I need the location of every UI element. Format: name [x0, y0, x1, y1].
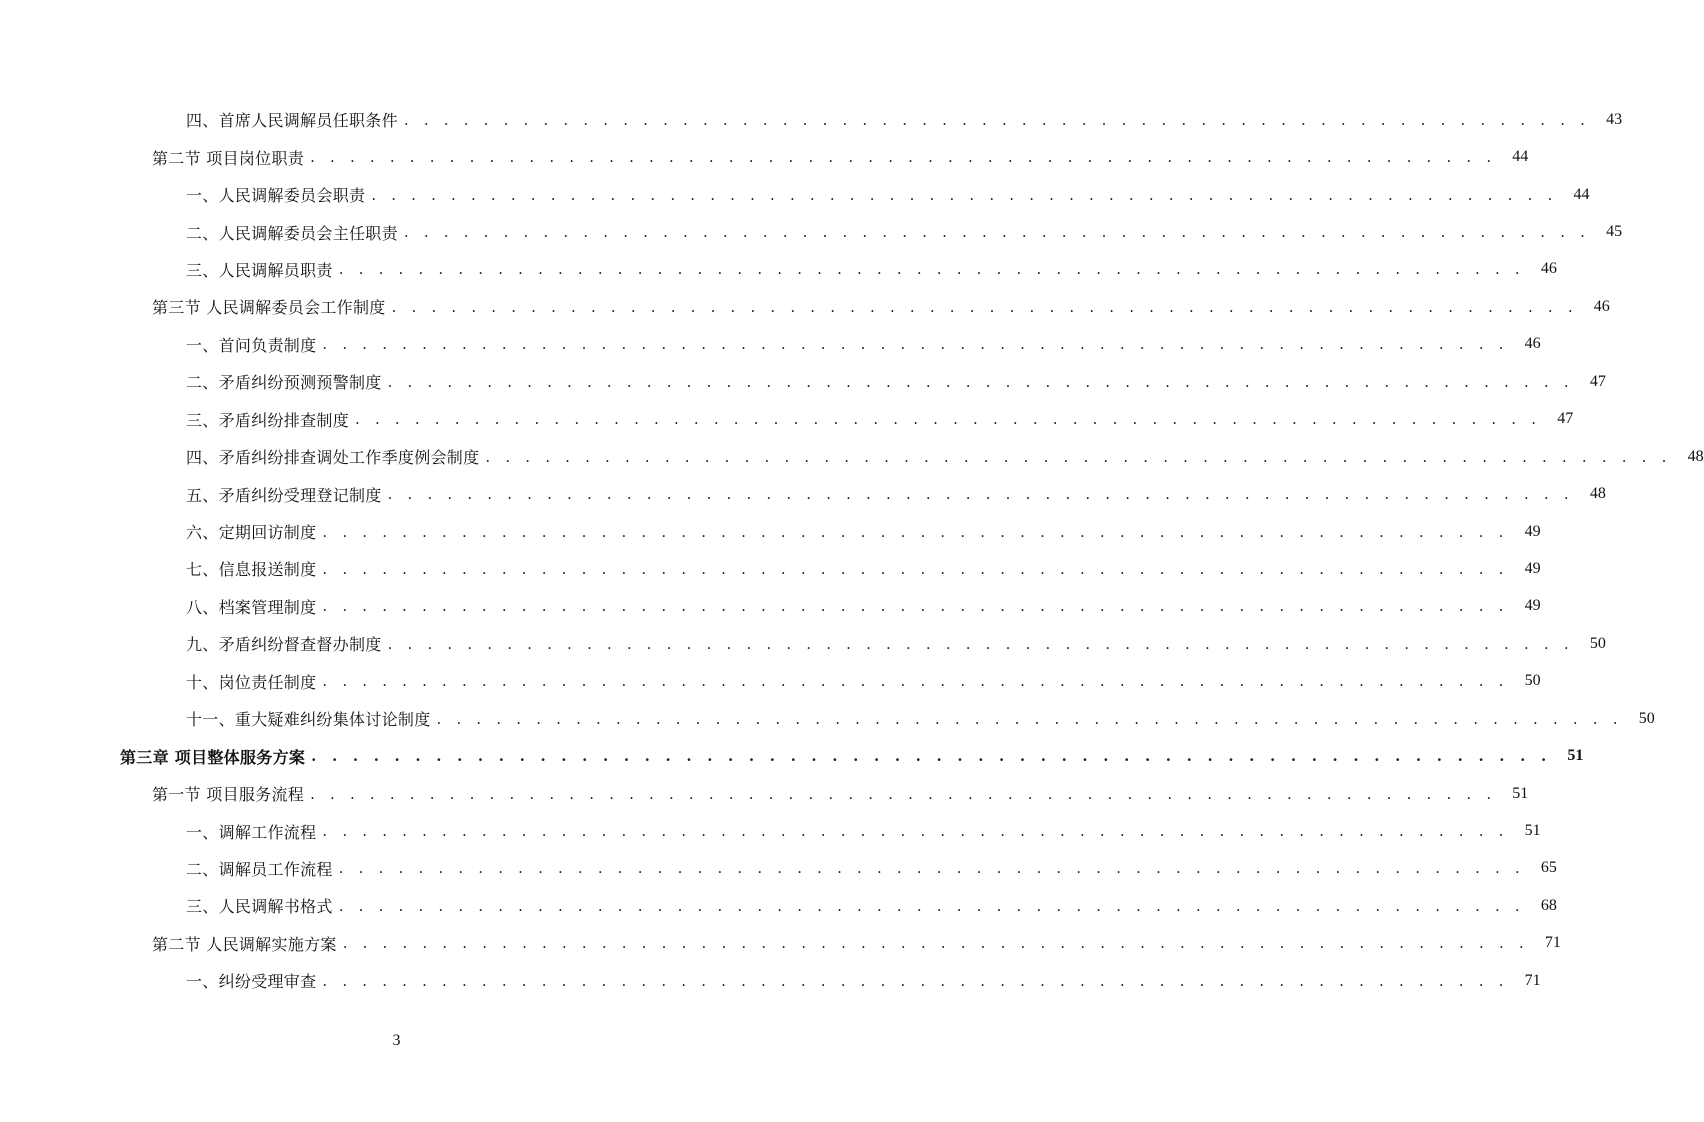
toc-dot-leader: . . . . . . . . . . . . . . . . . . . . . . . . . . . . . . . . . . . . . . . . . . . . . . . . . . . . . . . . . . . . — [387, 634, 1574, 653]
toc-entry-label: 第三节 人民调解委员会工作制度 — [152, 298, 386, 318]
page-number: 3 — [392, 1032, 401, 1049]
toc-entry-page: 48 — [1589, 485, 1606, 503]
toc-entry-label: 一、纠纷受理审查 — [186, 972, 317, 992]
toc-entry-label: 八、档案管理制度 — [186, 597, 317, 617]
toc-entry-page: 46 — [1540, 260, 1557, 278]
toc-entry-page: 46 — [1593, 297, 1610, 315]
toc-entry-label: 九、矛盾纠纷督查督办制度 — [186, 635, 382, 655]
toc-entry-label: 七、信息报送制度 — [186, 560, 317, 580]
toc-entry[interactable] — [0, 812, 1541, 849]
toc-dot-leader: . . . . . . . . . . . . . . . . . . . . . . . . . . . . . . . . . . . . . . . . . . . . . . . . . . . . . . . . . . . . — [322, 522, 1509, 541]
toc-entry-page: 68 — [1540, 896, 1557, 914]
toc-entry[interactable] — [0, 700, 1655, 737]
toc-entry-page: 45 — [1606, 223, 1623, 241]
toc-entry-page: 51 — [1567, 747, 1584, 765]
toc-entry-page: 50 — [1524, 672, 1541, 690]
toc-entry-page: 48 — [1687, 447, 1704, 465]
toc-entry-label: 一、调解工作流程 — [186, 822, 317, 842]
toc-entry-page: 44 — [1573, 185, 1590, 203]
toc-entry[interactable] — [0, 737, 1584, 774]
toc-dot-leader: . . . . . . . . . . . . . . . . . . . . . . . . . . . . . . . . . . . . . . . . . . . . . . . . . . . . . . . . . . . . — [338, 859, 1525, 878]
toc-entry-label: 三、矛盾纠纷排查制度 — [186, 410, 350, 430]
toc-entry-label: 十、岗位责任制度 — [186, 672, 317, 692]
toc-entry-page: 51 — [1524, 822, 1541, 840]
toc-dot-leader: . . . . . . . . . . . . . . . . . . . . . . . . . . . . . . . . . . . . . . . . . . . . . . . . . . . . . . . . . . . . — [387, 372, 1574, 391]
toc-dot-leader: . . . . . . . . . . . . . . . . . . . . . . . . . . . . . . . . . . . . . . . . . . . . . . . . . . . . . . . . . . . . — [310, 148, 1497, 167]
toc-dot-leader: . . . . . . . . . . . . . . . . . . . . . . . . . . . . . . . . . . . . . . . . . . . . . . . . . . . . . . . . . . . . — [387, 485, 1574, 504]
toc-dot-leader: . . . . . . . . . . . . . . . . . . . . . . . . . . . . . . . . . . . . . . . . . . . . . . . . . . . . . . . . . . . . — [311, 747, 1552, 766]
toc-dot-leader: . . . . . . . . . . . . . . . . . . . . . . . . . . . . . . . . . . . . . . . . . . . . . . . . . . . . . . . . . . . . — [338, 260, 1525, 279]
toc-entry-page: 46 — [1524, 335, 1541, 353]
toc-entry-label: 第二节 人民调解实施方案 — [152, 934, 337, 954]
toc-dot-leader: . . . . . . . . . . . . . . . . . . . . . . . . . . . . . . . . . . . . . . . . . . . . . . . . . . . . . . . . . . . . — [371, 185, 1558, 204]
toc-entry-label: 二、矛盾纠纷预测预警制度 — [186, 373, 382, 393]
toc-entry[interactable] — [0, 588, 1541, 625]
toc-entry[interactable] — [0, 625, 1606, 662]
toc-entry[interactable] — [0, 251, 1557, 288]
toc-dot-leader: . . . . . . . . . . . . . . . . . . . . . . . . . . . . . . . . . . . . . . . . . . . . . . . . . . . . . . . . . . . . — [322, 822, 1509, 841]
toc-entry-page: 44 — [1512, 148, 1529, 166]
toc-entry[interactable] — [0, 288, 1610, 325]
toc-entry[interactable] — [0, 475, 1606, 512]
toc-entry-label: 十一、重大疑难纠纷集体讨论制度 — [186, 710, 431, 730]
toc-entry-page: 49 — [1524, 559, 1541, 577]
table-of-contents — [0, 101, 1704, 1000]
toc-dot-leader: . . . . . . . . . . . . . . . . . . . . . . . . . . . . . . . . . . . . . . . . . . . . . . . . . . . . . . . . . . . . — [342, 934, 1529, 953]
toc-entry-label: 四、首席人民调解员任职条件 — [186, 111, 398, 131]
toc-dot-leader: . . . . . . . . . . . . . . . . . . . . . . . . . . . . . . . . . . . . . . . . . . . . . . . . . . . . . . . . . . . . — [391, 297, 1578, 316]
toc-entry-label: 三、人民调解员职责 — [186, 260, 333, 280]
toc-entry[interactable] — [0, 887, 1557, 924]
toc-entry[interactable] — [0, 363, 1606, 400]
toc-entry-label: 二、调解员工作流程 — [186, 859, 333, 879]
toc-entry[interactable] — [0, 326, 1541, 363]
toc-dot-leader: . . . . . . . . . . . . . . . . . . . . . . . . . . . . . . . . . . . . . . . . . . . . . . . . . . . . . . . . . . . . — [338, 896, 1525, 915]
toc-entry-label: 五、矛盾纠纷受理登记制度 — [186, 485, 382, 505]
toc-entry-label: 第二节 项目岗位职责 — [152, 148, 305, 168]
toc-entry-page: 43 — [1606, 110, 1623, 128]
toc-entry-page: 71 — [1524, 971, 1541, 989]
toc-entry[interactable] — [0, 962, 1541, 999]
toc-entry[interactable] — [0, 438, 1704, 475]
toc-entry-page: 51 — [1512, 784, 1529, 802]
toc-entry-page: 65 — [1540, 859, 1557, 877]
toc-entry-label: 三、人民调解书格式 — [186, 897, 333, 917]
toc-dot-leader: . . . . . . . . . . . . . . . . . . . . . . . . . . . . . . . . . . . . . . . . . . . . . . . . . . . . . . . . . . . . — [485, 447, 1672, 466]
toc-entry[interactable] — [0, 176, 1590, 213]
toc-entry-label: 六、定期回访制度 — [186, 523, 317, 543]
toc-dot-leader: . . . . . . . . . . . . . . . . . . . . . . . . . . . . . . . . . . . . . . . . . . . . . . . . . . . . . . . . . . . . — [322, 335, 1509, 354]
toc-entry-label: 一、首问负责制度 — [186, 335, 317, 355]
toc-entry-page: 47 — [1557, 410, 1574, 428]
toc-dot-leader: . . . . . . . . . . . . . . . . . . . . . . . . . . . . . . . . . . . . . . . . . . . . . . . . . . . . . . . . . . . . — [403, 110, 1591, 129]
toc-entry-page: 50 — [1589, 634, 1606, 652]
toc-entry[interactable] — [0, 101, 1623, 138]
toc-entry[interactable] — [0, 513, 1541, 550]
toc-dot-leader: . . . . . . . . . . . . . . . . . . . . . . . . . . . . . . . . . . . . . . . . . . . . . . . . . . . . . . . . . . . . — [322, 597, 1509, 616]
toc-dot-leader: . . . . . . . . . . . . . . . . . . . . . . . . . . . . . . . . . . . . . . . . . . . . . . . . . . . . . . . . . . . . — [403, 223, 1591, 242]
toc-entry-label: 一、人民调解委员会职责 — [186, 186, 366, 206]
toc-dot-leader: . . . . . . . . . . . . . . . . . . . . . . . . . . . . . . . . . . . . . . . . . . . . . . . . . . . . . . . . . . . . — [436, 709, 1623, 728]
toc-entry[interactable] — [0, 850, 1557, 887]
toc-entry-page: 50 — [1638, 709, 1655, 727]
toc-dot-leader: . . . . . . . . . . . . . . . . . . . . . . . . . . . . . . . . . . . . . . . . . . . . . . . . . . . . . . . . . . . . — [322, 559, 1509, 578]
toc-dot-leader: . . . . . . . . . . . . . . . . . . . . . . . . . . . . . . . . . . . . . . . . . . . . . . . . . . . . . . . . . . . . — [355, 410, 1542, 429]
toc-entry-label: 二、人民调解委员会主任职责 — [186, 223, 398, 243]
toc-entry-page: 47 — [1589, 372, 1606, 390]
toc-entry[interactable] — [0, 401, 1574, 438]
toc-dot-leader: . . . . . . . . . . . . . . . . . . . . . . . . . . . . . . . . . . . . . . . . . . . . . . . . . . . . . . . . . . . . — [322, 672, 1509, 691]
toc-entry[interactable] — [0, 550, 1541, 587]
toc-entry[interactable] — [0, 138, 1529, 175]
toc-entry[interactable] — [0, 663, 1541, 700]
toc-entry-page: 49 — [1524, 597, 1541, 615]
toc-entry-label: 第一节 项目服务流程 — [152, 785, 305, 805]
toc-entry[interactable] — [0, 925, 1561, 962]
toc-entry-label: 四、矛盾纠纷排查调处工作季度例会制度 — [186, 448, 480, 468]
toc-entry-page: 49 — [1524, 522, 1541, 540]
toc-entry-page: 71 — [1544, 934, 1561, 952]
toc-entry[interactable] — [0, 213, 1623, 250]
toc-entry[interactable] — [0, 775, 1529, 812]
toc-dot-leader: . . . . . . . . . . . . . . . . . . . . . . . . . . . . . . . . . . . . . . . . . . . . . . . . . . . . . . . . . . . . — [322, 971, 1509, 990]
toc-dot-leader: . . . . . . . . . . . . . . . . . . . . . . . . . . . . . . . . . . . . . . . . . . . . . . . . . . . . . . . . . . . . — [310, 784, 1497, 803]
toc-entry-label: 第三章 项目整体服务方案 — [120, 747, 306, 767]
